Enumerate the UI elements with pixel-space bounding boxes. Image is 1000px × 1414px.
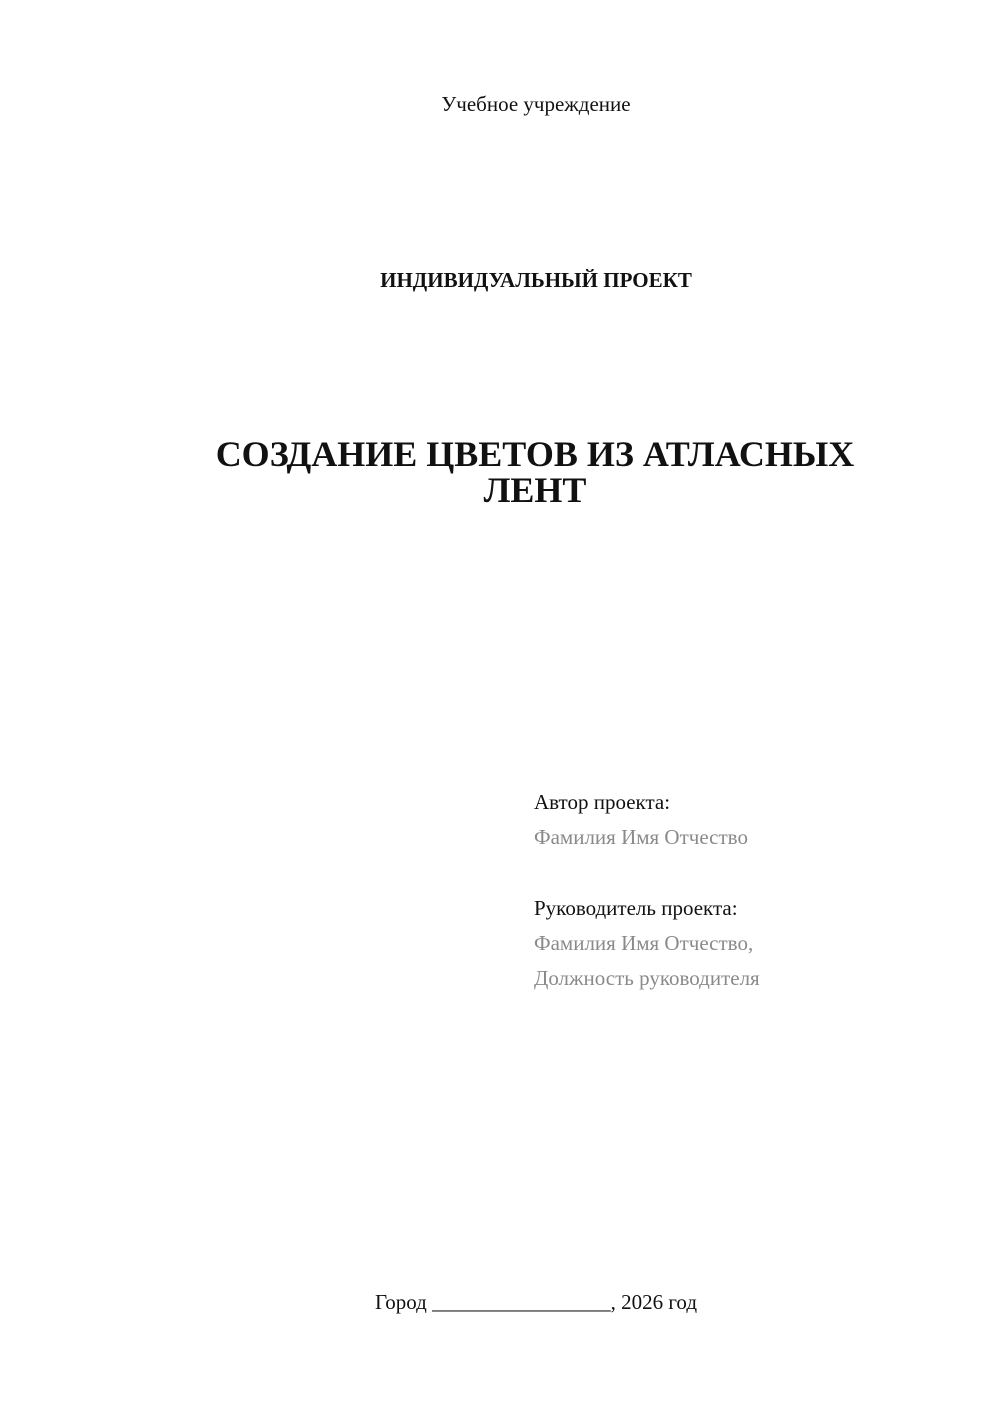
supervisor-position: Должность руководителя xyxy=(534,966,760,990)
supervisor-label: Руководитель проекта: xyxy=(534,896,738,920)
author-name: Фамилия Имя Отчество xyxy=(534,825,748,849)
author-block xyxy=(534,785,974,855)
document-title-line-2: ЛЕНТ xyxy=(483,470,587,510)
author-label: Автор проекта: xyxy=(534,790,671,814)
document-type: ИНДИВИДУАЛЬНЫЙ ПРОЕКТ xyxy=(380,268,692,292)
supervisor-block xyxy=(534,891,974,996)
document-title-line-1: СОЗДАНИЕ ЦВЕТОВ ИЗ АТЛАСНЫХ xyxy=(215,434,855,474)
supervisor-name: Фамилия Имя Отчество, xyxy=(534,931,754,955)
institution-name: Учебное учреждение xyxy=(441,92,631,116)
document-title xyxy=(170,436,900,508)
city-year-line: Город _________________, 2026 год xyxy=(374,1290,698,1314)
